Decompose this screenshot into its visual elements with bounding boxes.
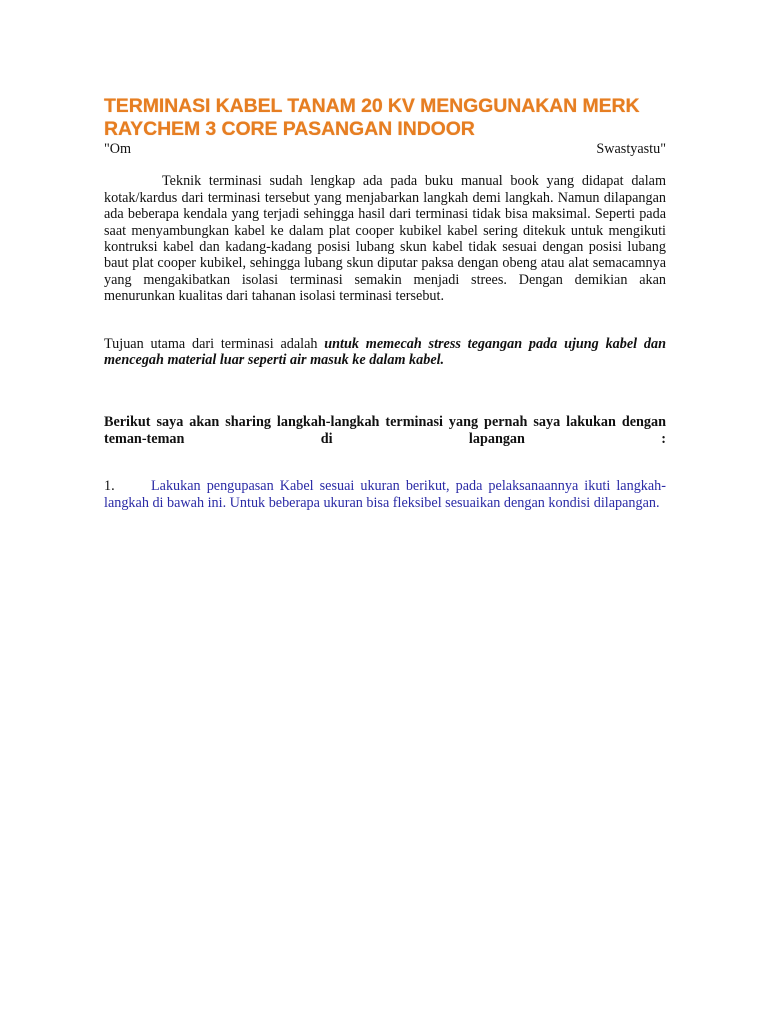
title-line-1: TERMINASI KABEL TANAM 20 KV MENGGUNAKAN MERK [104, 95, 640, 117]
paragraph-intro: Teknik terminasi sudah lengkap ada pada buku manual book yang didapat dalam kotak/kardus dari terminasi tersebut yang menjabarkan langkah demi langkah. Namun dilapangan ada beberapa kendala yang terjadi sehingga hasil dari terminasi tidak bisa maksimal. Seperti pada saat menyambungkan kabel ke dalam plat cooper kubikel kabel sering ditekuk untuk mengikuti kontruksi kabel dan kadang-kadang posisi lubang skun kabel tidak sesuai dengan posisi lubang baut plat cooper kubikel, sehingga lubang skun diputar paksa dengan obeng atau alat semacamnya yang mengakibatkan isolasi terminasi semakin menjadi strees. Dengan demikian akan menurunkan kualitas dari tahanan isolasi terminasi tersebut. [104, 173, 666, 305]
paragraph-steps-intro: Berikut saya akan sharing langkah-langkah terminasi yang pernah saya lakukan dengan teman-teman di lapangan : [104, 414, 666, 447]
purpose-emphasis-text: untuk memecah stress tegangan pada ujung kabel dan mencegah material luar seperti air masuk ke dalam kabel. [104, 335, 666, 369]
purpose-plain-text: Tujuan utama dari terminasi adalah [104, 335, 325, 352]
greeting [104, 141, 666, 157]
paragraph-purpose [104, 336, 666, 369]
greeting-left: "Om [104, 141, 132, 157]
title-line-2: RAYCHEM 3 CORE PASANGAN INDOOR [104, 118, 475, 140]
document-title [104, 95, 666, 141]
greeting-right: Swastyastu" [596, 141, 666, 157]
step-1-number: 1. [104, 478, 115, 495]
step-1-text: Lakukan pengupasan Kabel sesuai ukuran berikut, pada pelaksanaannya ikuti langkah-langkah di bawah ini. Untuk beberapa ukuran bisa fleksibel sesuaikan dengan kondisi dilapangan. [104, 478, 666, 511]
step-1 [104, 478, 666, 511]
document-content [104, 95, 666, 511]
